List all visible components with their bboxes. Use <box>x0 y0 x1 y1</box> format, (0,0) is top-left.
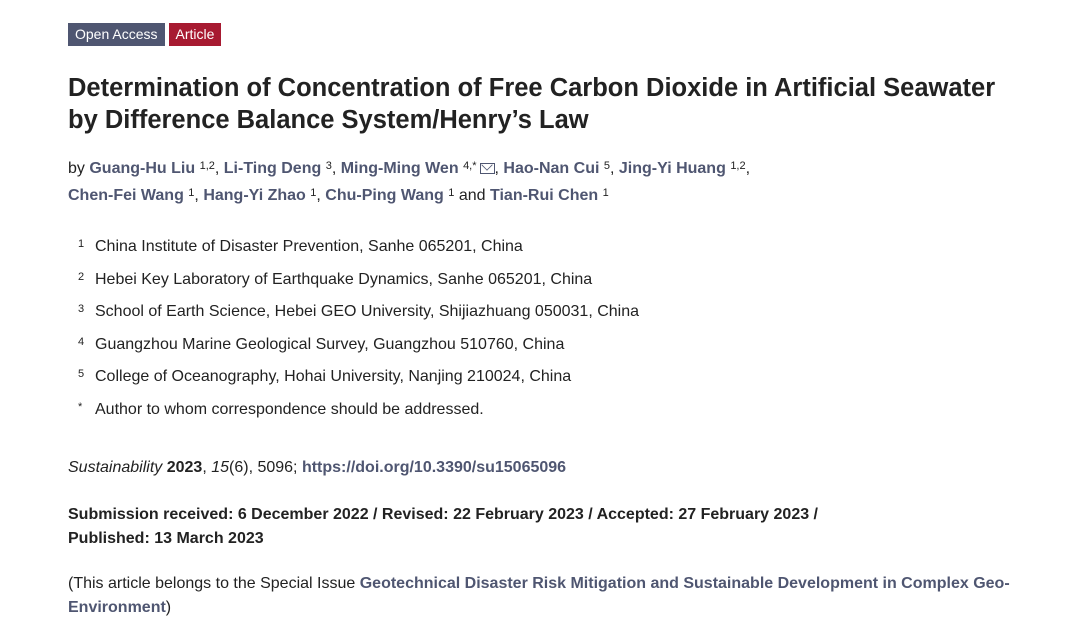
affiliation-text: School of Earth Science, Hebei GEO University, Shijiazhuang 050031, China <box>95 303 640 321</box>
published-date: Published: 13 March 2023 <box>68 530 264 547</box>
doi-link[interactable]: https://doi.org/10.3390/su15065096 <box>301 459 567 476</box>
publication-dates <box>68 503 1028 551</box>
citation-line: Sustainability 2023, 15(6), 5096; https://doi.org/10.3390/su15065096 <box>68 459 567 476</box>
author-affil-sup: 1 <box>448 187 455 199</box>
citation-issue: (6), 5096; <box>229 459 298 476</box>
affiliation-number: 1 <box>78 238 85 250</box>
author-affil-sup: 1,2 <box>730 160 746 172</box>
affiliation-item <box>78 334 639 367</box>
article-title: Determination of Concentration of Free Carbon Dioxide in Artificial Seawater by Difference Balance System/Henry’s Law <box>68 74 996 134</box>
author-affil-sup: 3 <box>325 160 332 172</box>
affiliation-number: * <box>78 400 83 413</box>
article-type-badge[interactable]: Article <box>169 23 222 46</box>
affiliation-number: 2 <box>78 270 85 283</box>
author-link[interactable]: Ming-Ming Wen <box>340 160 459 177</box>
badge-group <box>68 23 221 46</box>
special-issue-link[interactable]: Geotechnical Disaster Risk Mitigation and Sustainable Development in Complex Geo-Environment <box>68 575 1010 616</box>
journal-name: Sustainability <box>68 459 163 476</box>
affiliation-item <box>78 236 639 269</box>
author-link[interactable]: Hang-Yi Zhao <box>203 187 306 204</box>
special-issue-prefix: (This article belongs to the Special Issue <box>68 575 356 592</box>
author-link[interactable]: Chen-Fei Wang <box>68 187 184 204</box>
affiliation-number: 3 <box>78 303 85 316</box>
open-access-badge[interactable]: Open Access <box>68 23 165 46</box>
citation-volume: 15 <box>211 459 230 476</box>
dates-line: Submission received: 6 December 2022 / Revised: 22 February 2023 / Accepted: 27 February 2023 / <box>68 506 818 523</box>
affiliation-item <box>78 399 639 432</box>
special-issue-suffix: ) <box>165 599 172 616</box>
affiliation-list <box>78 236 639 432</box>
affiliation-item <box>78 269 639 302</box>
author-link[interactable]: Li-Ting Deng <box>223 160 322 177</box>
author-affil-sup: 1 <box>602 187 609 199</box>
affiliation-number: 4 <box>78 335 85 348</box>
special-issue-note <box>68 572 1038 620</box>
author-link[interactable]: Chu-Ping Wang <box>325 187 444 204</box>
email-icon[interactable] <box>480 163 495 174</box>
author-link[interactable]: Tian-Rui Chen <box>489 187 599 204</box>
author-affil-sup: 1 <box>188 187 195 199</box>
citation-year: 2023 <box>166 459 203 476</box>
author-link[interactable]: Guang-Hu Liu <box>89 160 196 177</box>
affiliation-text: Hebei Key Laboratory of Earthquake Dynamics, Sanhe 065201, China <box>95 270 593 288</box>
author-link[interactable]: Hao-Nan Cui <box>503 160 600 177</box>
affiliation-item <box>78 366 639 399</box>
author-affil-sup: 1,2 <box>199 160 215 172</box>
by-label: by <box>68 160 85 177</box>
affiliation-text: China Institute of Disaster Prevention, Sanhe 065201, China <box>95 238 523 255</box>
affiliation-text: Guangzhou Marine Geological Survey, Guangzhou 510760, China <box>95 335 565 353</box>
author-affil-sup: 4,* <box>463 160 477 172</box>
author-affil-sup: 5 <box>603 160 610 172</box>
affiliation-text: Author to whom correspondence should be addressed. <box>95 400 484 418</box>
author-list: by Guang-Hu Liu $^{1,2}$, Li-Ting Deng $^3$, Ming-Ming Wen $^{4,*}$ , Hao-Nan Cui $^5$, Jing-Yi Huang $^{1,2}$, Chen-Fei Wang $^1$, Hang-Yi Zhao $^1$, Chu-Ping Wang $^1$ and Tian-Rui Chen $^1$ <box>68 160 751 204</box>
author-affil-sup: 1 <box>310 187 317 199</box>
affiliation-number: 5 <box>78 368 85 381</box>
affiliation-text: College of Oceanography, Hohai University, Nanjing 210024, China <box>95 368 572 386</box>
author-link[interactable]: Jing-Yi Huang <box>618 160 726 177</box>
affiliation-item <box>78 301 639 334</box>
and-label: and <box>458 187 486 204</box>
